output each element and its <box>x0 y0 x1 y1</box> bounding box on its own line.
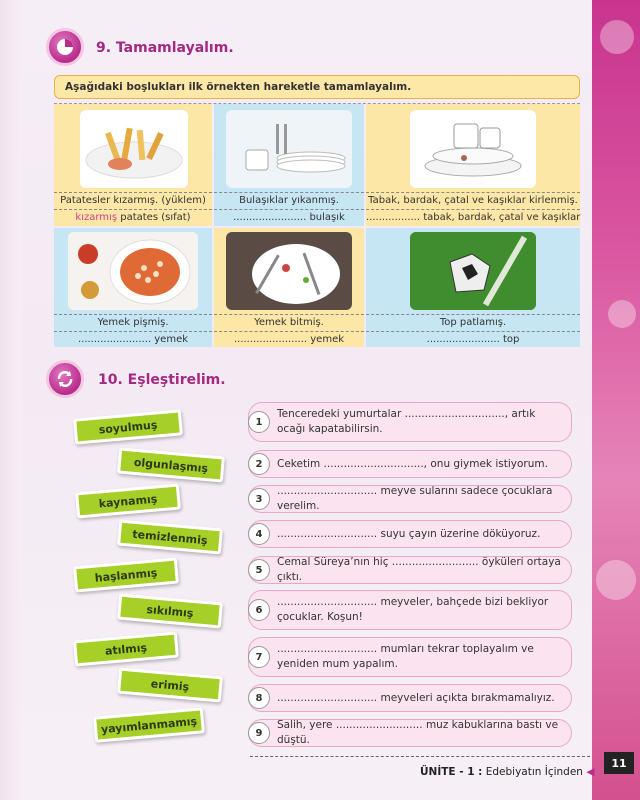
unit-label: ÜNİTE - 1 : <box>420 766 483 778</box>
sentence-line: Patatesler kızarmış. (yüklem) <box>54 192 212 209</box>
question-text: Cemal Süreya’nın hiç .......................... öyküleri ortaya çıktı. <box>277 556 561 583</box>
sentence-line: Yemek pişmiş. <box>54 314 212 331</box>
triangle-left-icon: ◀ <box>586 766 595 778</box>
sentence-line: Top patlamış. <box>366 314 580 331</box>
question-number: 5 <box>248 559 270 581</box>
word-tag[interactable]: kaynamış <box>75 484 181 519</box>
footer-unit <box>420 766 594 778</box>
bean-stew-image <box>68 232 198 310</box>
decorative-bubble <box>596 560 636 600</box>
question-text: .............................. meyveleri açıkta bırakmamalıyız. <box>277 691 555 704</box>
word-tag[interactable]: haşlanmış <box>73 558 179 593</box>
burst-ball-image <box>410 232 536 310</box>
question-text: .............................. meyveler, bahçede bizi bekliyor çocuklar. Koşun! <box>277 596 549 623</box>
unit-title: Edebiyatın İçinden <box>482 766 583 778</box>
answer-line <box>54 209 212 226</box>
question-text: Tenceredeki yumurtalar .............................., artık ocağı kapatabilirsin. <box>277 408 536 435</box>
word-tag[interactable]: erimiş <box>117 668 223 703</box>
answer-rest: patates (sıfat) <box>117 212 191 223</box>
question-text: .............................. mumları tekrar toplayalım ve yeniden mum yapalım. <box>277 643 534 670</box>
sentence-line: Bulaşıklar yıkanmış. <box>214 192 364 209</box>
question-number: 8 <box>248 687 270 709</box>
clean-dishes-image <box>226 110 352 188</box>
decorative-bubble <box>608 300 636 328</box>
question-text: Ceketim .............................., onu giymek istiyorum. <box>277 457 548 470</box>
question-box[interactable] <box>248 556 572 584</box>
sentence-line: Yemek bitmiş. <box>214 314 364 331</box>
word-tag[interactable]: sıkılmış <box>117 594 223 629</box>
section-10-title: 10. Eşleştirelim. <box>98 372 226 388</box>
completion-grid <box>54 103 580 346</box>
question-text: .............................. meyve sularını sadece çocuklara verelim. <box>277 485 553 512</box>
word-tag[interactable]: yayımlanmamış <box>93 707 205 742</box>
fries-plate-image <box>80 110 188 188</box>
question-number: 3 <box>248 488 270 510</box>
pie-chart-icon <box>46 28 84 66</box>
question-number: 7 <box>248 646 270 668</box>
decorative-bubble <box>600 20 634 54</box>
question-box[interactable] <box>248 402 572 442</box>
question-number: 1 <box>248 411 270 433</box>
section-9-title: 9. Tamamlayalım. <box>96 40 234 56</box>
question-box[interactable] <box>248 450 572 478</box>
question-number: 4 <box>248 523 270 545</box>
refresh-icon <box>46 360 84 398</box>
word-tag[interactable]: olgunlaşmış <box>117 447 225 482</box>
answer-line[interactable]: ....................... top <box>366 331 580 347</box>
question-text: .............................. suyu çayın üzerine döküyoruz. <box>277 527 541 540</box>
empty-plate-image <box>226 232 352 310</box>
question-box[interactable] <box>248 485 572 513</box>
example-pink-word: kızarmış <box>75 212 118 223</box>
dirty-dishes-image <box>410 110 536 188</box>
question-box[interactable] <box>248 590 572 630</box>
question-number: 9 <box>248 722 270 744</box>
answer-line[interactable]: ....................... yemek <box>214 331 364 347</box>
question-box[interactable] <box>248 684 572 712</box>
footer-divider <box>250 756 590 757</box>
word-tag[interactable]: atılmış <box>73 632 179 667</box>
sentence-line: Tabak, bardak, çatal ve kaşıklar kirlenmiş. <box>366 192 580 209</box>
question-number: 6 <box>248 599 270 621</box>
instruction-bar: Aşağıdaki boşlukları ilk örnekten hareketle tamamlayalım. <box>54 75 580 99</box>
question-box[interactable] <box>248 520 572 548</box>
word-tag[interactable]: soyulmuş <box>73 409 183 444</box>
decorative-side-band <box>592 0 640 800</box>
page-number: 11 <box>604 752 634 774</box>
question-text: Salih, yere .......................... muz kabuklarına bastı ve düştü. <box>277 719 559 746</box>
answer-line[interactable]: ................. tabak, bardak, çatal ve kaşıklar <box>366 209 580 226</box>
answer-line[interactable]: ....................... yemek <box>54 331 212 347</box>
left-band <box>0 0 22 800</box>
question-box[interactable] <box>248 719 572 747</box>
question-box[interactable] <box>248 637 572 677</box>
question-number: 2 <box>248 453 270 475</box>
word-tag[interactable]: temizlenmiş <box>117 520 223 555</box>
answer-line[interactable]: ....................... bulaşık <box>214 209 364 226</box>
